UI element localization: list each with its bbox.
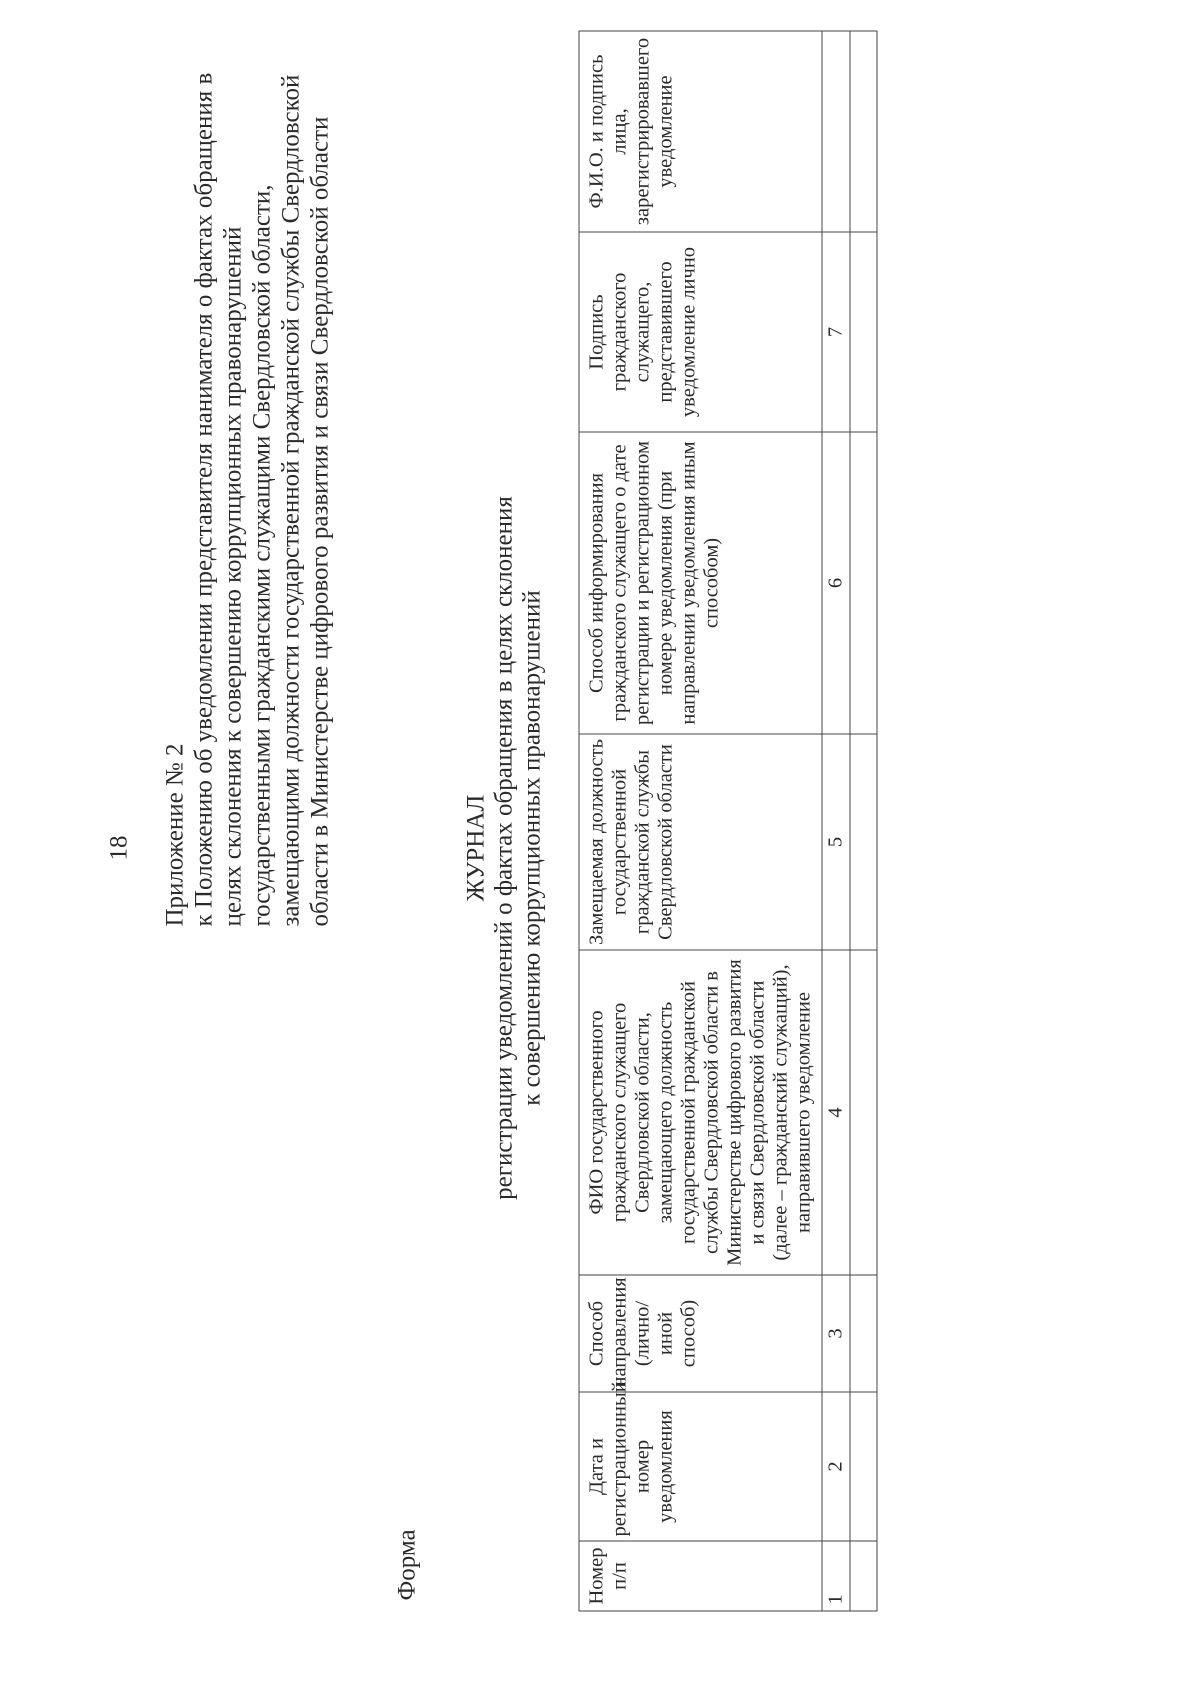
column-number-cell: 5 [822, 734, 850, 950]
journal-subtitle-line: регистрации уведомлений о фактах обращения в целях склонения [490, 496, 518, 1200]
register-table [579, 31, 878, 1612]
header-cell: ФИО государственного гражданского служащего Свердловской области, замещающего должность государственной гражданской службы Свердловской области в Министерстве цифрового развития и связи Свердловской области (далее – гражданский служащий), направившего уведомление [579, 950, 822, 1275]
table-cell [850, 1392, 877, 1541]
table-cell [850, 1275, 877, 1392]
table-cell [850, 31, 877, 232]
appendix-line: Приложение № 2 [161, 743, 189, 927]
appendix-line: к Положению об уведомлении представителя нанимателя о фактах обращения в [190, 72, 218, 927]
column-number-cell [822, 31, 850, 232]
header-cell: Способ информирования гражданского служащего о дате регистрации и регистрационном номере уведомления (при направлении уведомления иным способом) [579, 432, 822, 734]
column-number-cell: 1 [822, 1541, 850, 1611]
appendix-line: целях склонения к совершению коррупционных правонарушений [219, 226, 247, 927]
column-number-cell: 6 [822, 432, 850, 734]
table-cell [850, 232, 877, 432]
column-number-cell: 2 [822, 1392, 850, 1541]
page-number: 18 [105, 835, 133, 861]
column-number-cell: 3 [822, 1275, 850, 1392]
appendix-line: государственными гражданскими служащими Свердловской области, [248, 184, 276, 927]
header-cell: Ф.И.О. и подпись лица, зарегистрировавшего уведомление [579, 31, 822, 232]
header-cell: Дата и регистрационный номер уведомления [579, 1392, 822, 1541]
forma-label: Форма [393, 1529, 421, 1601]
rotated-landscape-page [1, 0, 1200, 1697]
journal-title: ЖУРНАЛ [462, 794, 490, 902]
table-cell [850, 1541, 877, 1611]
journal-heading [463, 0, 547, 1697]
appendix-line: замещающими должности государственной гражданской службы Свердловской [277, 74, 305, 927]
appendix-note [161, 27, 335, 927]
header-cell: Подпись гражданского служащего, представившего уведомление лично [579, 232, 822, 432]
header-cell: Способ направления (лично/иной способ) [579, 1275, 822, 1392]
table-row-empty [850, 31, 877, 1611]
column-number-cell: 4 [822, 950, 850, 1275]
header-cell: Замещаемая должность государственной гражданской службы Свердловской области [579, 734, 822, 950]
table-cell [850, 950, 877, 1275]
column-number-cell: 7 [822, 232, 850, 432]
appendix-line: области в Министерстве цифрового развития и связи Свердловской области [306, 116, 334, 927]
table-header-row [579, 31, 822, 1611]
table-cell [850, 734, 877, 950]
journal-subtitle-line: к совершению коррупционных правонарушений [518, 590, 546, 1106]
table-cell [850, 432, 877, 734]
table-row-column-numbers [822, 31, 850, 1611]
header-cell: Номер п/п [579, 1541, 822, 1611]
